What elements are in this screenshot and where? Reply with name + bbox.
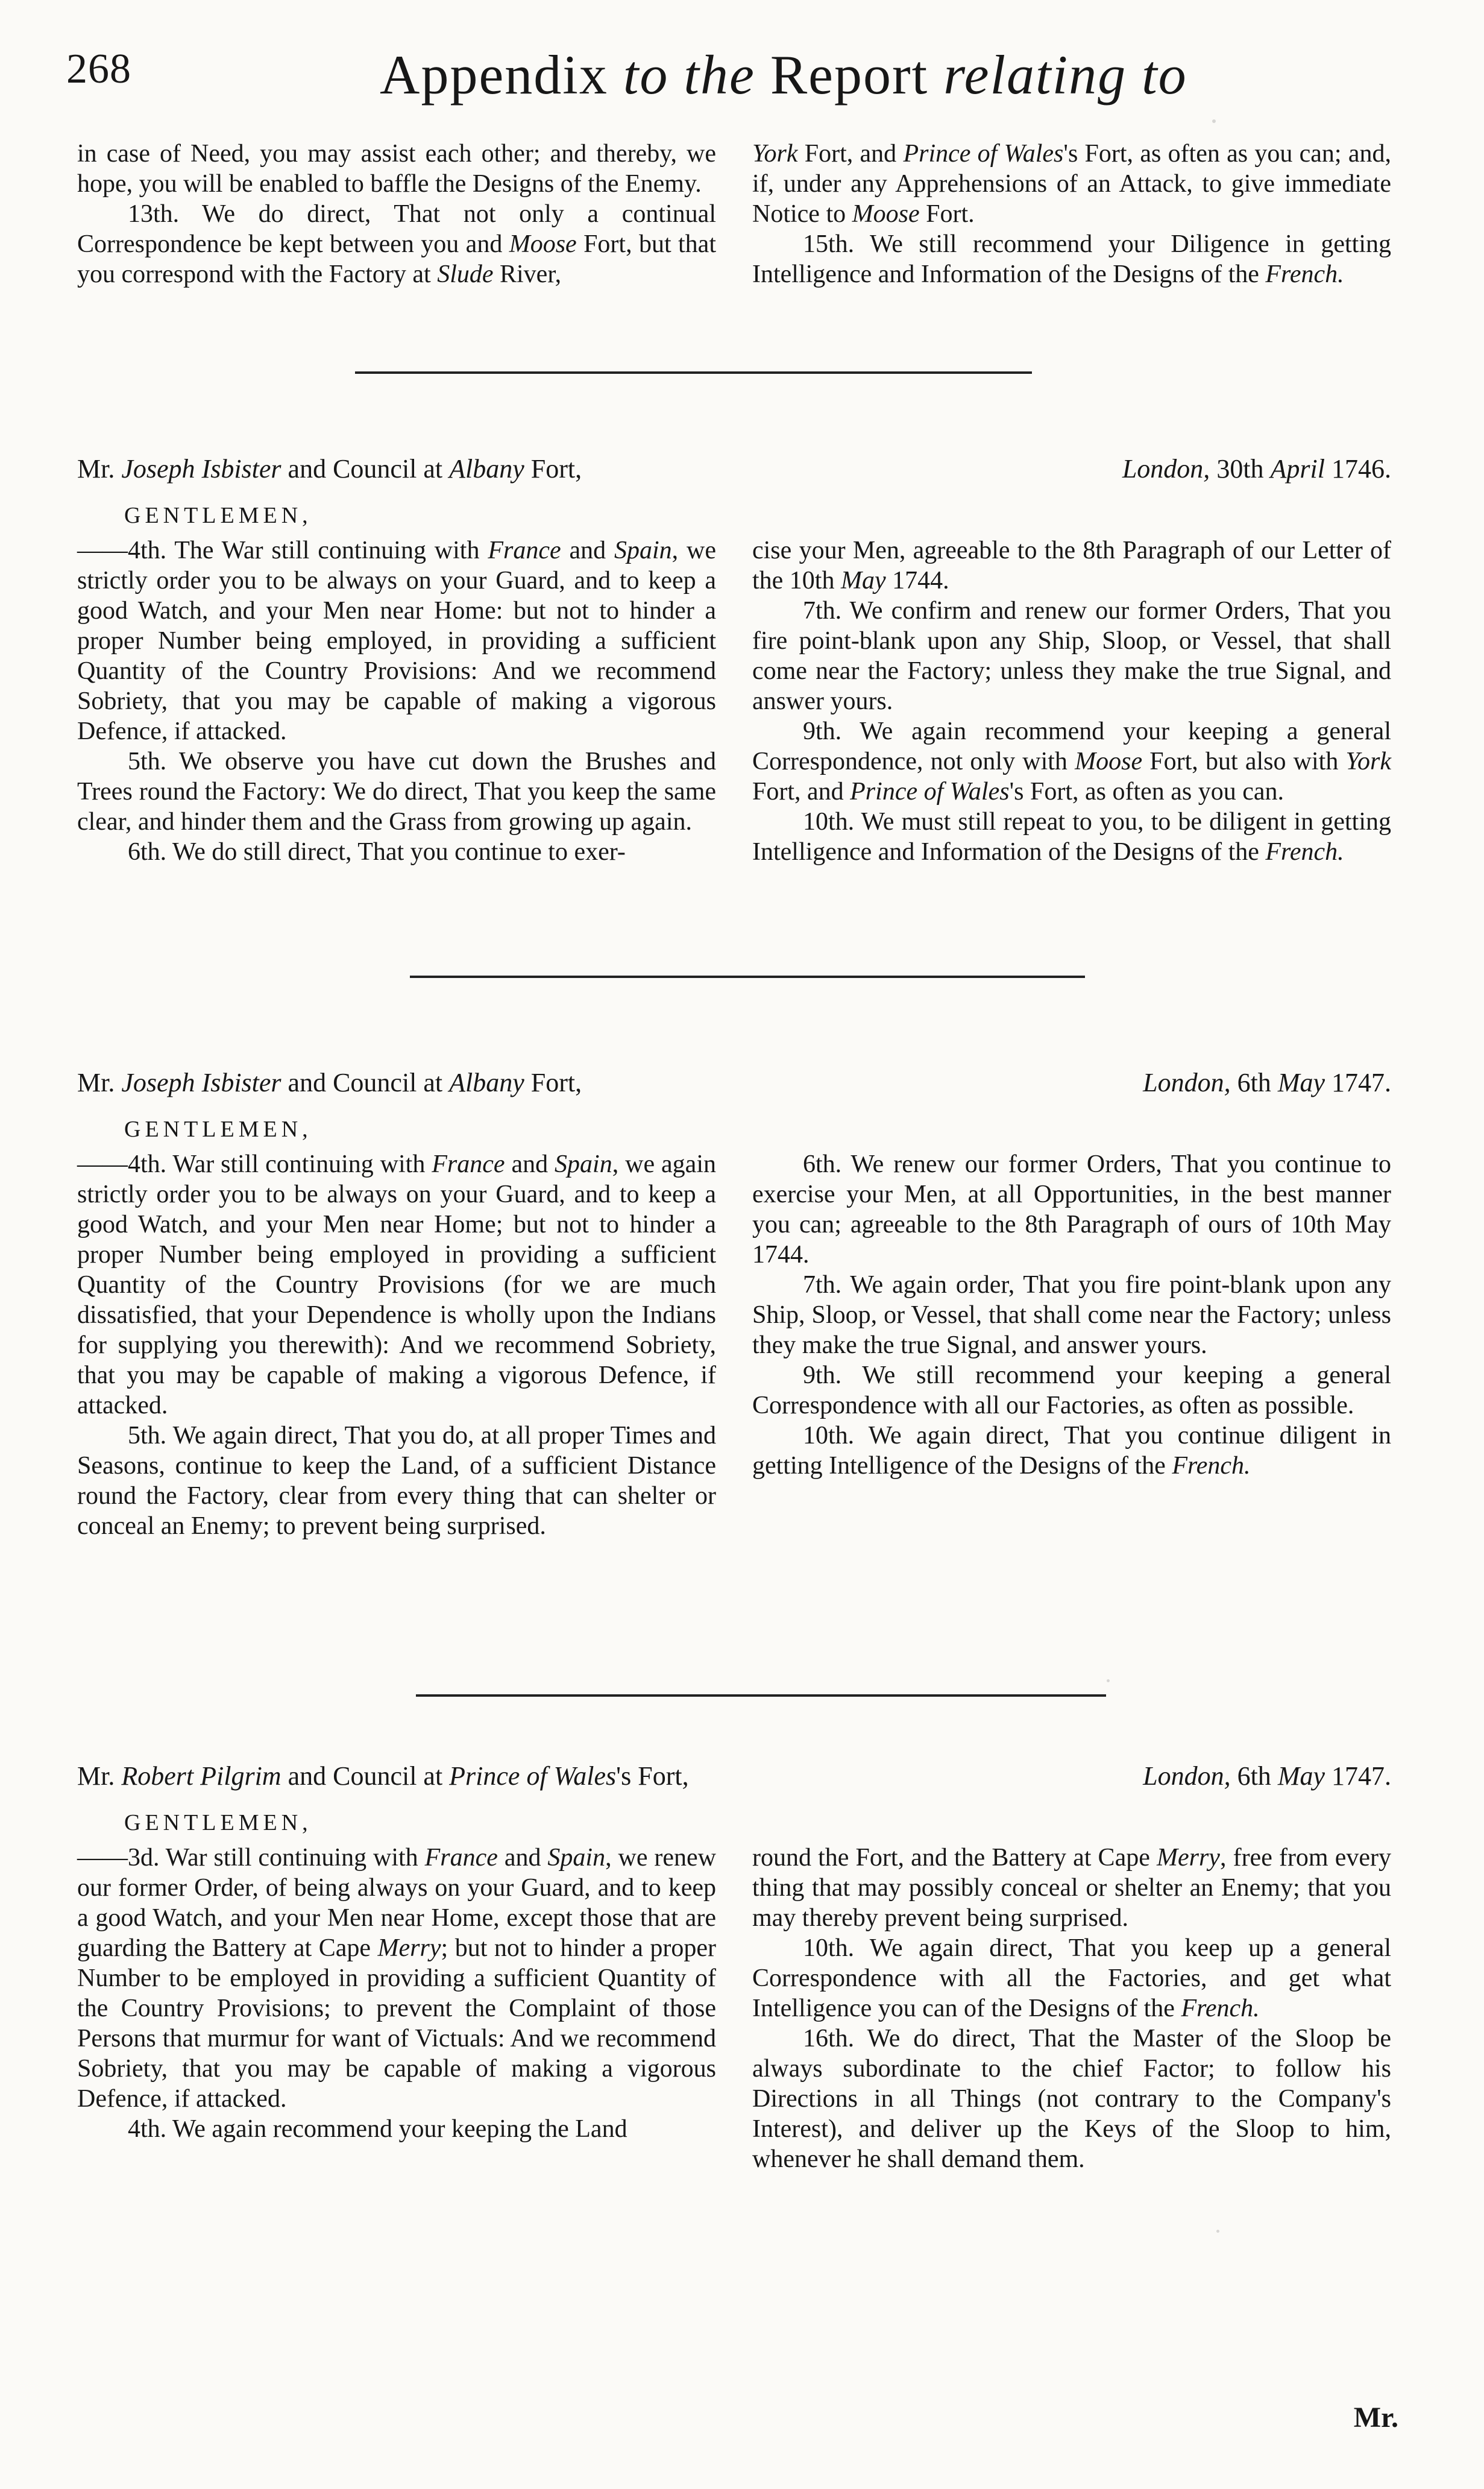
text-run: , free from every thing that may possibly conceal or shelter an Enemy; that you may thereby prevent being surprised. [752, 1844, 1391, 1932]
italic-text: Prince of Wales [850, 778, 1010, 806]
italic-text: France [424, 1844, 498, 1872]
ink-speck [1212, 119, 1216, 123]
ink-speck [1164, 675, 1167, 678]
italic-text: Spain [614, 537, 672, 564]
paragraph [752, 807, 1391, 867]
right-column [752, 1149, 1391, 1541]
text-run: 10th. We again direct, That you keep up a general Correspondence with all the Factories, and get what Intelligence you can of the Designs of the [752, 1934, 1391, 2022]
recipient-name: Robert Pilgrim [121, 1761, 281, 1791]
date-month: May [1277, 1761, 1325, 1791]
recipient-suffix: 's Fort, [616, 1761, 689, 1791]
title-part-report: Report [770, 44, 929, 106]
text-run: 9th. We still recommend your keeping a general Correspondence with all our Factories, as often as possible. [752, 1361, 1391, 1419]
text-run: 5th. We again direct, That you do, at all proper Times and Seasons, continue to keep the Land, of a sufficient Distance round the Factory, clear from every thing that can shelter or conceal an Enemy; to prevent being surprised. [77, 1422, 716, 1540]
text-run: ——4th. The War still continuing with [77, 537, 488, 564]
paragraph [752, 1360, 1391, 1421]
text-run: 16th. We do direct, That the Master of the Sloop be always subordinate to the chief Factor; to follow his Directions in all Things (not contrary to the Company's Interest), and deliver up the Keys of the Sloop to him, whenever he shall demand them. [752, 2025, 1391, 2173]
text-run: and [505, 1150, 555, 1178]
recipient-prefix: Mr. [77, 454, 122, 484]
text-run: 's Fort, as often as you can; and, if, under any Apprehensions of an Attack, to give immediate Notice to [752, 140, 1391, 228]
text-run: ——3d. War still continuing with [77, 1844, 425, 1872]
date-year: 1746. [1325, 454, 1391, 484]
date-day: 30th [1210, 454, 1271, 484]
letter-recipient [77, 1761, 689, 1792]
section-divider [355, 371, 1032, 374]
italic-text: Spain [547, 1844, 606, 1872]
recipient-name: Joseph Isbister [121, 454, 281, 484]
letter-columns [77, 1149, 1391, 1541]
date-place: London, [1143, 1761, 1231, 1791]
italic-text: France [432, 1150, 505, 1178]
text-run: River, [493, 260, 562, 288]
letter-albany-1746 [77, 453, 1391, 936]
italic-text: Spain [555, 1150, 612, 1178]
text-run: Fort, but that you correspond with the Factory at [77, 230, 716, 288]
title-part-to-the: to the [623, 44, 755, 106]
date-year: 1747. [1325, 1761, 1391, 1791]
letter-address-line [77, 1761, 1391, 1794]
text-run: cise your Men, agreeable to the 8th Paragraph of our Letter of the 10th [752, 537, 1391, 595]
italic-text: York [752, 140, 798, 168]
paragraph [77, 139, 716, 199]
recipient-mid: and Council at [281, 1068, 450, 1097]
paragraph [752, 2024, 1391, 2174]
recipient-place: Albany [449, 1068, 524, 1097]
letter-date [1122, 453, 1391, 485]
left-column [77, 535, 716, 867]
text-run: 10th. We must still repeat to you, to be diligent in getting Intelligence and Information of the Designs of the [752, 808, 1391, 866]
italic-text: Merry [377, 1934, 441, 1962]
italic-text: French. [1172, 1452, 1251, 1480]
title-part-relating-to: relating to [943, 44, 1187, 106]
letter-date [1143, 1761, 1391, 1792]
date-month: April [1270, 454, 1325, 484]
text-run: , we renew our former Order, of being always on your Guard, and to keep a good Watch, and your Men near Home, except those that are guarding the Battery at Cape [77, 1844, 716, 1962]
date-month: May [1277, 1068, 1325, 1097]
paragraph [752, 139, 1391, 229]
text-run: 6th. We do still direct, That you continue to exer- [128, 838, 626, 866]
italic-text: French. [1265, 838, 1344, 866]
recipient-suffix: Fort, [524, 1068, 582, 1097]
continued-letter [77, 139, 1391, 344]
text-run: Fort. [919, 200, 975, 228]
paragraph [752, 596, 1391, 716]
paragraph [77, 199, 716, 289]
paragraph [77, 535, 716, 746]
text-run: 15th. We still recommend your Diligence in getting Intelligence and Information of the Designs of the [752, 230, 1391, 288]
italic-text: Merry [1156, 1844, 1220, 1872]
letter-columns [77, 535, 1391, 867]
continued-letter-columns [77, 139, 1391, 289]
text-run: 1744. [885, 567, 949, 595]
text-run: ——4th. War still continuing with [77, 1150, 432, 1178]
paragraph [77, 1149, 716, 1421]
paragraph [752, 1149, 1391, 1270]
text-run: in case of Need, you may assist each other; and thereby, we hope, you will be enabled to baffle the Designs of the Enemy. [77, 140, 716, 198]
right-column [752, 1843, 1391, 2174]
date-year: 1747. [1325, 1068, 1391, 1097]
date-day: 6th [1230, 1068, 1278, 1097]
text-run: 7th. We confirm and renew our former Orders, That you fire point-blank upon any Ship, Sloop, or Vessel, that shall come near the Factory; unless they make the true Signal, and answer yours. [752, 597, 1391, 715]
italic-text: French. [1181, 1995, 1260, 2022]
recipient-place: Prince of Wales [449, 1761, 617, 1791]
letter-address-line [77, 1067, 1391, 1101]
paragraph [752, 229, 1391, 289]
text-run: 10th. We again direct, That you continue diligent in getting Intelligence of the Designs of the [752, 1422, 1391, 1480]
continued-left-column [77, 139, 716, 289]
paragraph [77, 1421, 716, 1541]
paragraph [77, 1843, 716, 2114]
date-place: London, [1122, 454, 1210, 484]
paragraph [77, 837, 716, 867]
section-divider [416, 1694, 1106, 1697]
recipient-mid: and Council at [281, 454, 450, 484]
continued-right-column [752, 139, 1391, 289]
text-run: 5th. We observe you have cut down the Brushes and Trees round the Factory: We do direct, That you keep the same clear, and hinder them and the Grass from growing up again. [77, 748, 716, 836]
paragraph [77, 746, 716, 837]
running-head [66, 44, 1380, 119]
date-place: London, [1143, 1068, 1231, 1097]
right-column [752, 535, 1391, 867]
left-column [77, 1843, 716, 2174]
recipient-prefix: Mr. [77, 1761, 122, 1791]
italic-text: Moose [1075, 748, 1143, 775]
ink-speck [1216, 2230, 1219, 2233]
letter-columns [77, 1843, 1391, 2174]
salutation: GENTLEMEN, [124, 503, 312, 528]
salutation: GENTLEMEN, [124, 1117, 312, 1142]
ink-speck [1107, 1679, 1110, 1682]
text-run: , we again strictly order you to be always on your Guard, and to keep a good Watch, and your Men near Home; but not to hinder a proper Number being employed in providing a sufficient Quantity of the Country Provisions (for we are much dissatisfied, that your Dependence is wholly upon the Indians for supplying you therewith): And we recommend Sobriety, that you may be capable of making a vigorous Defence, if attacked. [77, 1150, 716, 1419]
text-run: Fort, but also with [1142, 748, 1346, 775]
text-run: 's Fort, as often as you can. [1009, 778, 1284, 806]
page-number: 268 [66, 46, 131, 92]
italic-text: Moose [509, 230, 577, 258]
title-part-appendix: Appendix [380, 44, 608, 106]
recipient-name: Joseph Isbister [121, 1068, 281, 1097]
section-divider [410, 976, 1085, 978]
letter-address-line [77, 453, 1391, 487]
text-run: 9th. We again recommend your keeping a general Correspondence, not only with [752, 718, 1391, 775]
letter-recipient [77, 1067, 582, 1099]
italic-text: French. [1265, 260, 1344, 288]
italic-text: Moose [852, 200, 920, 228]
text-run: and [561, 537, 614, 564]
catchword: Mr. [1353, 2402, 1398, 2434]
paragraph [752, 1270, 1391, 1360]
italic-text: France [488, 537, 561, 564]
left-column [77, 1149, 716, 1541]
text-run: 13th. We do direct, That not only a continual Correspondence be kept between you and [77, 200, 716, 258]
text-run: 7th. We again order, That you fire point-blank upon any Ship, Sloop, or Vessel, that shall come near the Factory; unless they make the true Signal, and answer yours. [752, 1271, 1391, 1359]
date-day: 6th [1230, 1761, 1278, 1791]
text-run: 6th. We renew our former Orders, That you continue to exercise your Men, at all Opportunities, in the best manner you can; agreeable to the 8th Paragraph of ours of 10th May 1744. [752, 1150, 1391, 1269]
italic-text: Prince of Wales [903, 140, 1064, 168]
recipient-place: Albany [449, 454, 524, 484]
paragraph [752, 1843, 1391, 1933]
text-run: Fort, and [752, 778, 850, 806]
paragraph [752, 535, 1391, 596]
italic-text: May [840, 567, 886, 595]
letter-recipient [77, 453, 582, 485]
italic-text: York [1345, 748, 1392, 775]
paragraph [752, 1933, 1391, 2024]
text-run: and [497, 1844, 548, 1872]
paragraph [752, 1421, 1391, 1481]
letter-albany-1747 [77, 1067, 1391, 1622]
paragraph [77, 2114, 716, 2144]
letter-prince-of-wales-1747 [77, 1761, 1391, 2315]
italic-text: Slude [437, 260, 494, 288]
salutation: GENTLEMEN, [124, 1810, 312, 1835]
text-run: round the Fort, and the Battery at Cape [752, 1844, 1157, 1872]
recipient-suffix: Fort, [524, 454, 582, 484]
text-run: 4th. We again recommend your keeping the Land [128, 2115, 627, 2143]
text-run: Fort, and [797, 140, 904, 168]
letter-date [1143, 1067, 1391, 1099]
paragraph [752, 716, 1391, 807]
text-run: ; but not to hinder a proper Number to be employed in providing a sufficient Quantity of the Country Provisions; to prevent the Complaint of those Persons that murmur for want of Victuals: And we recommend Sobriety, that you may be capable of making a vigorous Defence, if attacked. [77, 1934, 716, 2113]
recipient-mid: and Council at [281, 1761, 450, 1791]
recipient-prefix: Mr. [77, 1068, 122, 1097]
page-title [380, 44, 1187, 106]
text-run: , we strictly order you to be always on your Guard, and to keep a good Watch, and your Men near Home: but not to hinder a proper Number being employed, in providing a sufficient Quantity of the Country Provisions: And we recommend Sobriety, that you may be capable of making a vigorous Defence, if attacked. [77, 537, 716, 745]
